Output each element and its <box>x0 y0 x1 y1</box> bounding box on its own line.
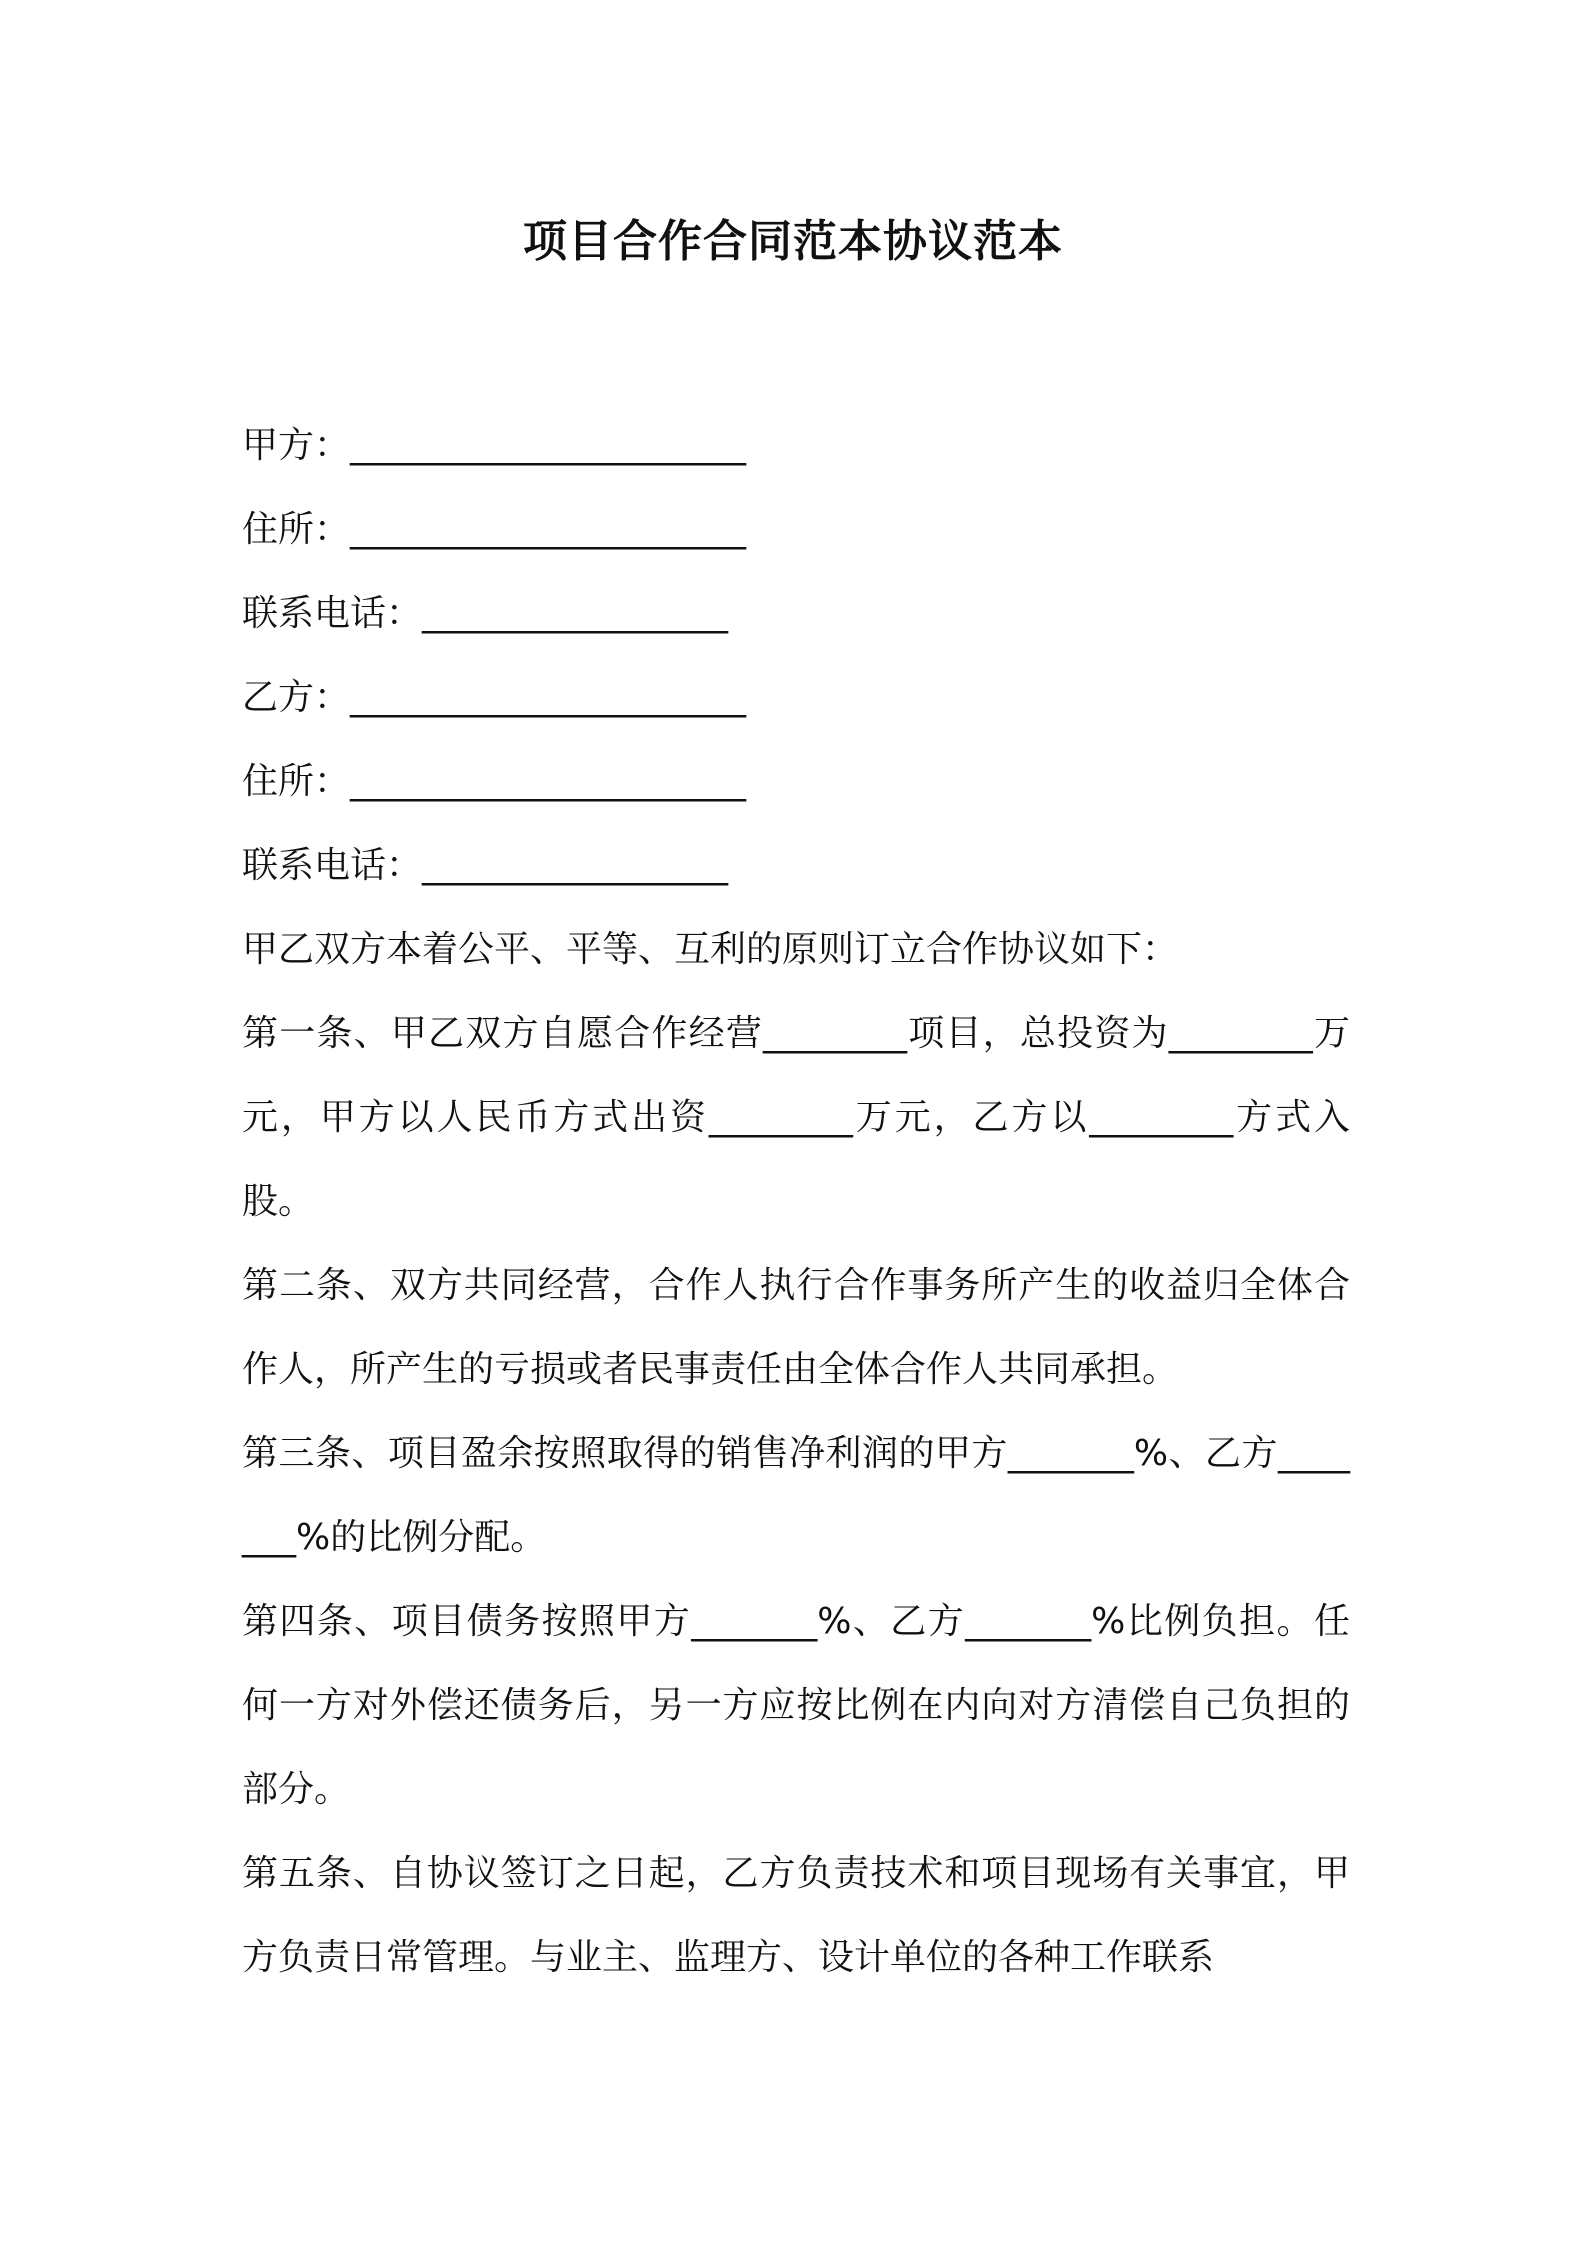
blank-line: ______________________ <box>350 509 747 550</box>
blank-line: ______________________ <box>350 677 747 718</box>
field-label: 甲方： <box>242 425 351 466</box>
document-title: 项目合作合同范本协议范本 <box>523 216 1063 267</box>
document-body <box>242 404 1350 2000</box>
article-5-paragraph: 第五条、自协议签订之日起，乙方负责技术和项目现场有关事宜，甲方负责日常管理。与业主、监理方、设计单位的各种工作联系 <box>242 1853 1350 1978</box>
party-a-name-field <box>242 404 1350 488</box>
blank-line: _________________ <box>422 593 729 634</box>
article-3-paragraph: 第三条、项目盈余按照取得的销售净利润的甲方_______%、乙方_______%的比例分配。 <box>242 1433 1350 1558</box>
article-1-paragraph: 第一条、甲乙双方自愿合作经营________项目，总投资为________万元，甲方以人民币方式出资________万元，乙方以________方式入股。 <box>242 1013 1350 1222</box>
party-b-address-field <box>242 740 1350 824</box>
party-b-phone-field <box>242 824 1350 908</box>
field-label: 住所： <box>242 509 351 550</box>
field-label: 联系电话： <box>242 845 423 886</box>
field-label: 住所： <box>242 761 351 802</box>
field-label: 乙方： <box>242 677 351 718</box>
party-b-name-field <box>242 656 1350 740</box>
article-4-paragraph: 第四条、项目债务按照甲方_______%、乙方_______%比例负担。任何一方对外偿还债务后，另一方应按比例在内向对方清偿自己负担的部分。 <box>242 1601 1350 1810</box>
blank-line: ______________________ <box>350 425 747 466</box>
party-a-address-field <box>242 488 1350 572</box>
party-a-phone-field <box>242 572 1350 656</box>
article-2-paragraph: 第二条、双方共同经营，合作人执行合作事务所产生的收益归全体合作人，所产生的亏损或者民事责任由全体合作人共同承担。 <box>242 1265 1350 1390</box>
field-label: 联系电话： <box>242 593 423 634</box>
blank-line: _________________ <box>422 845 729 886</box>
blank-line: ______________________ <box>350 761 747 802</box>
intro-paragraph: 甲乙双方本着公平、平等、互利的原则订立合作协议如下： <box>242 929 1179 970</box>
